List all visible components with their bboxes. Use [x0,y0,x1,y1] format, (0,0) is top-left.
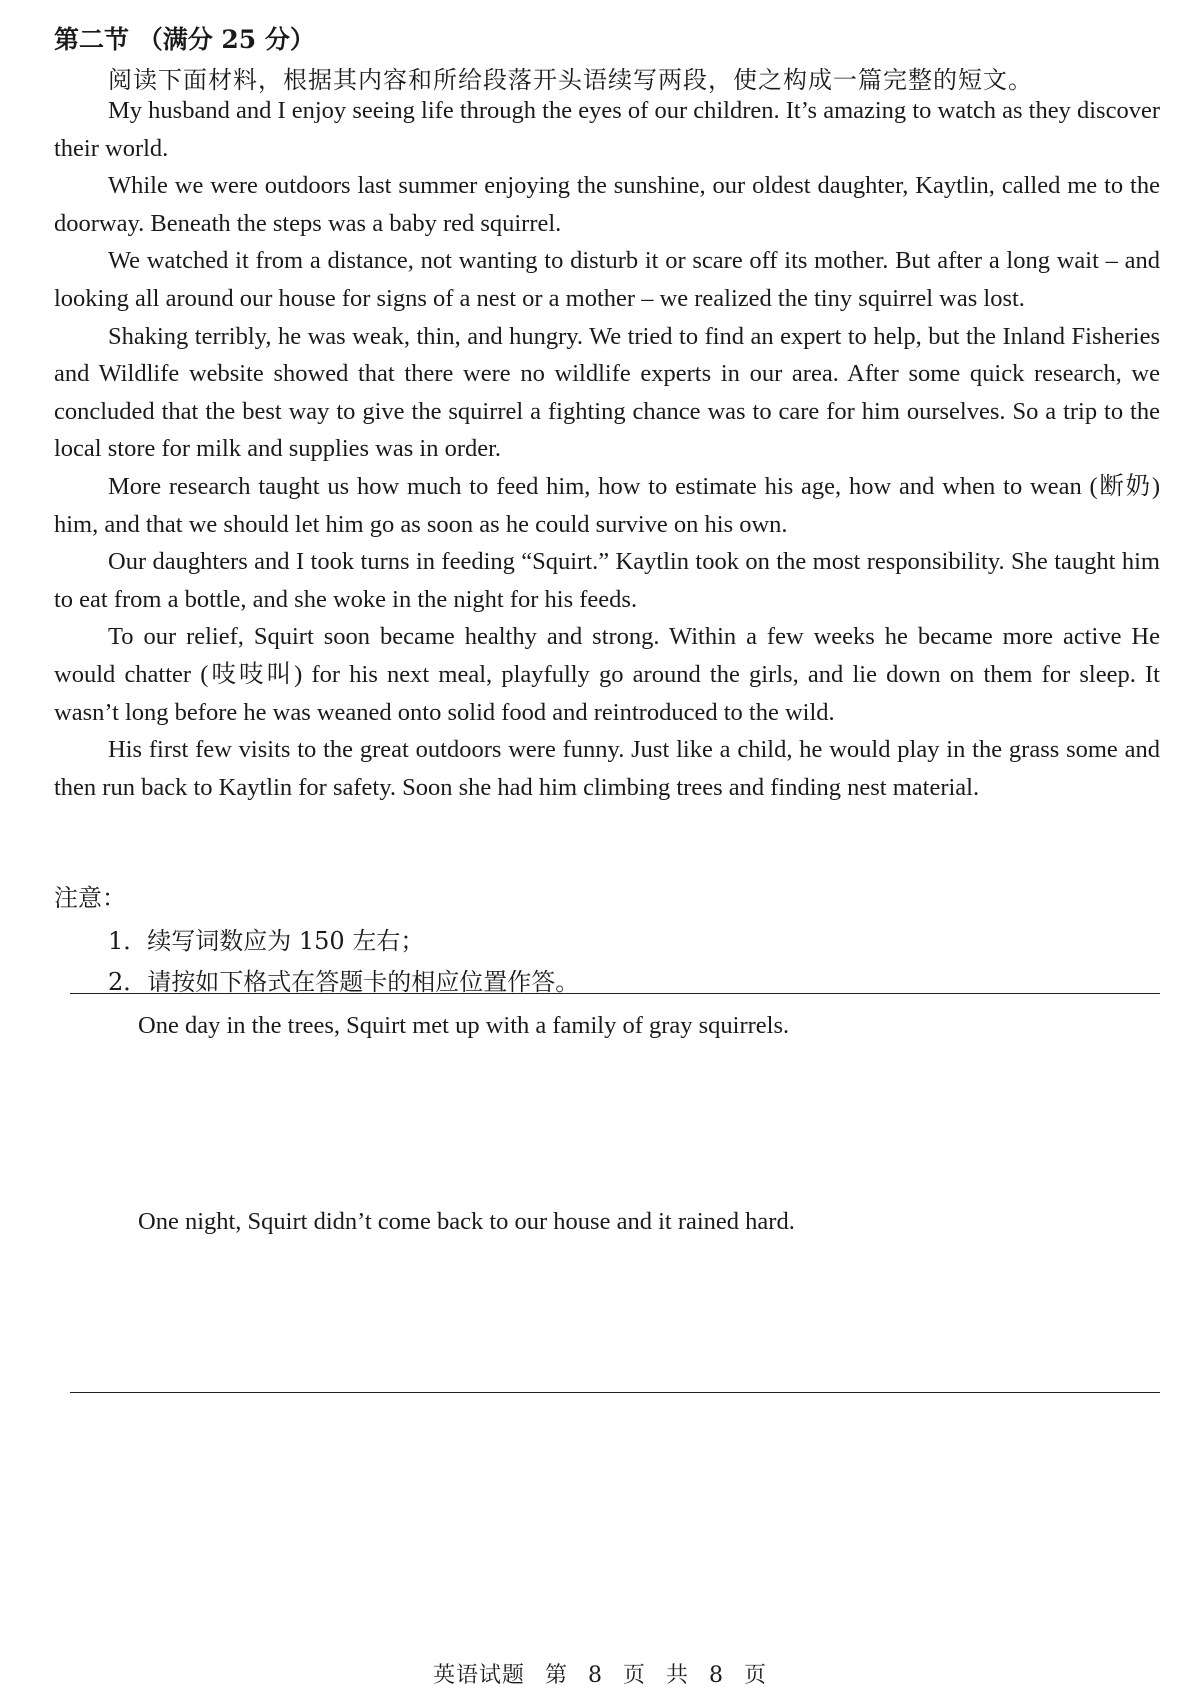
answer-area-top-rule [70,993,1160,994]
passage-paragraph: To our relief, Squirt soon became healthy and strong. Within a few weeks he became more active He would chatter (吱吱叫) for his next meal, playfully go around the girls, and lie down on them for sleep. It wasn’t long before he was weaned onto solid food and reintroduced to the wild. [54,623,1160,726]
passage-paragraph: More research taught us how much to feed him, how to estimate his age, how and when to wean (断奶) him, and that we should let him go as soon as he could survive on his own. [54,472,1160,538]
passage-paragraph: Shaking terribly, he was weak, thin, and hungry. We tried to find an expert to help, but the Inland Fisheries and Wildlife website showed that there were no wildlife experts in our area. After some quick research, we concluded that the best way to give the squirrel a fighting chance was to care for him ourselves. So a trip to the local store for milk and supplies was in order. [54,322,1160,463]
passage-paragraph: His first few visits to the great outdoors were funny. Just like a child, he would play in the grass some and then run back to Kaytlin for safety. Soon she had him climbing trees and finding nest material. [54,736,1160,801]
section-instruction: 阅读下面材料，根据其内容和所给段落开头语续写两段，使之构成一篇完整的短文。 [108,66,1033,94]
footer-page-number: 8 [587,1663,603,1688]
passage-paragraph: My husband and I enjoy seeing life through the eyes of our children. It’s amazing to watch as they discover their world. [54,97,1160,162]
passage-paragraph: While we were outdoors last summer enjoying the sunshine, our oldest daughter, Kaytlin, called me to the doorway. Beneath the steps was a baby red squirrel. [54,172,1160,237]
footer-gong: 共 [666,1663,690,1688]
page-footer [0,1658,1200,1689]
answer-area-bottom-rule [70,1392,1160,1393]
notes-heading: 注意： [54,884,126,912]
notes-item: 1．续写词数应为 150 左右； [108,927,425,955]
section-title: 第二节 （满分 25 分） [54,25,315,54]
reading-passage [54,92,1160,806]
continuation-paragraph-1-opening: One day in the trees, Squirt met up with a family of gray squirrels. [138,1012,790,1039]
passage-paragraph: We watched it from a distance, not wanting to disturb it or scare off its mother. But after a long wait – and looking all around our house for signs of a nest or a mother – we realized the tiny squirrel was lost. [54,247,1160,312]
continuation-paragraph-2-opening: One night, Squirt didn’t come back to our house and it rained hard. [138,1208,795,1235]
footer-total-pages: 8 [709,1663,725,1688]
passage-paragraph: Our daughters and I took turns in feeding “Squirt.” Kaytlin took on the most responsibility. She taught him to eat from a bottle, and she woke in the night for his feeds. [54,548,1160,613]
footer-subject: 英语试题 [432,1663,525,1688]
footer-ye: 页 [622,1663,646,1688]
footer-di: 第 [544,1663,568,1688]
notes-block [54,878,579,1003]
footer-ye-2: 页 [744,1663,768,1688]
notes-item: 2．请按如下格式在答题卡的相应位置作答。 [108,968,580,996]
